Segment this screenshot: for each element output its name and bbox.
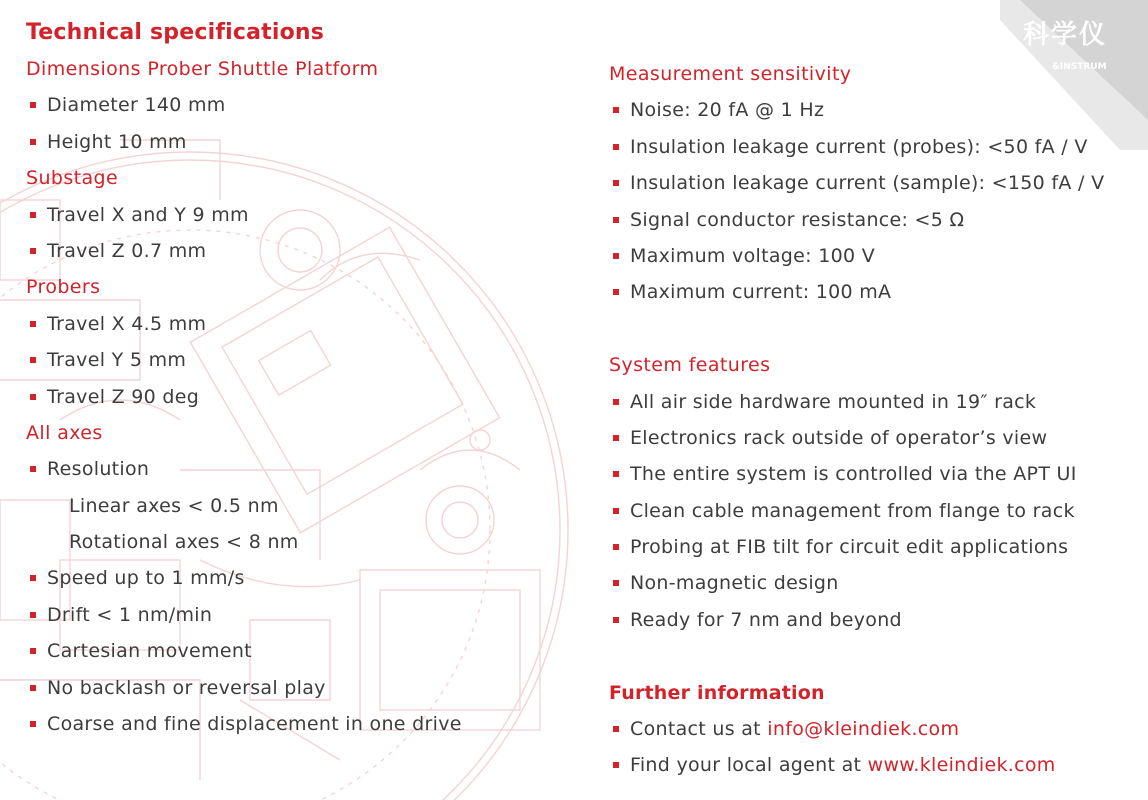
bullet-icon <box>613 762 619 768</box>
list-item: Coarse and fine displacement in one drive <box>26 706 586 742</box>
all-axes-heading: All axes <box>26 421 103 444</box>
spacer <box>609 311 1129 347</box>
bullet-icon <box>30 466 36 472</box>
list-item: Travel X 4.5 mm <box>26 306 586 342</box>
dimensions-heading: Dimensions Prober Shuttle Platform <box>26 58 379 80</box>
list-item: No backlash or reversal play <box>26 670 586 706</box>
bullet-icon <box>613 107 619 113</box>
spacer <box>609 638 1129 674</box>
bullet-icon <box>30 212 36 218</box>
bullet-icon <box>30 612 36 618</box>
bullet-icon <box>30 648 36 654</box>
bullet-icon <box>613 144 619 150</box>
website-link[interactable]: www.kleindiek.com <box>867 754 1056 777</box>
measurement-heading: Measurement sensitivity <box>609 63 852 85</box>
bullet-icon <box>613 726 619 732</box>
list-item: The entire system is controlled via the APT UI <box>609 456 1129 492</box>
bullet-icon <box>613 471 619 477</box>
bullet-icon <box>613 580 619 586</box>
list-item: Height 10 mm <box>26 124 586 160</box>
list-item: Non-magnetic design <box>609 565 1129 601</box>
bullet-icon <box>30 139 36 145</box>
sub-item-linear: Linear axes < 0.5 nm <box>69 494 279 517</box>
list-item: Maximum voltage: 100 V <box>609 238 1129 274</box>
list-item: Diameter 140 mm <box>26 87 586 123</box>
sub-item-rotational: Rotational axes < 8 nm <box>69 531 299 554</box>
bullet-icon <box>613 399 619 405</box>
watermark-subtext: &INSTRUM <box>1052 62 1107 72</box>
bullet-icon <box>613 180 619 186</box>
bullet-icon <box>30 394 36 400</box>
list-item: Resolution <box>26 451 586 487</box>
agent-item <box>609 747 1129 783</box>
email-link[interactable]: info@kleindiek.com <box>767 718 960 741</box>
bullet-icon <box>30 248 36 254</box>
system-features-heading: System features <box>609 354 771 377</box>
bullet-icon <box>613 544 619 550</box>
left-column <box>26 18 586 742</box>
bullet-icon <box>30 321 36 327</box>
bullet-icon <box>30 721 36 727</box>
list-item: Cartesian movement <box>26 633 586 669</box>
agent-label: Find your local agent at <box>630 754 868 777</box>
list-item: Clean cable management from flange to rack <box>609 493 1129 529</box>
list-item: Signal conductor resistance: <5 Ω <box>609 202 1129 238</box>
contact-item <box>609 711 1129 747</box>
bullet-icon <box>613 617 619 623</box>
probers-heading: Probers <box>26 276 101 299</box>
further-information-heading: Further information <box>609 681 825 704</box>
list-item: Noise: 20 fA @ 1 Hz <box>609 92 1129 128</box>
list-item: Probing at FIB tilt for circuit edit applications <box>609 529 1129 565</box>
list-item: Ready for 7 nm and beyond <box>609 602 1129 638</box>
list-item: Travel Z 0.7 mm <box>26 233 586 269</box>
list-item: Travel Z 90 deg <box>26 379 586 415</box>
right-column <box>609 56 1129 784</box>
bullet-icon <box>613 253 619 259</box>
list-item: Insulation leakage current (sample): <150 fA / V <box>609 165 1129 201</box>
substage-heading: Substage <box>26 167 119 190</box>
bullet-icon <box>613 508 619 514</box>
bullet-icon <box>613 435 619 441</box>
list-item: Maximum current: 100 mA <box>609 274 1129 310</box>
list-item: Travel X and Y 9 mm <box>26 197 586 233</box>
page-title: Technical specifications <box>26 20 325 45</box>
list-item: Electronics rack outside of operator’s view <box>609 420 1129 456</box>
list-item: Travel Y 5 mm <box>26 342 586 378</box>
list-item: All air side hardware mounted in 19″ rack <box>609 384 1129 420</box>
bullet-icon <box>613 217 619 223</box>
list-item: Drift < 1 nm/min <box>26 597 586 633</box>
bullet-icon <box>30 575 36 581</box>
bullet-icon <box>30 357 36 363</box>
list-item: Insulation leakage current (probes): <50 fA / V <box>609 129 1129 165</box>
watermark-text: 科学仪 <box>1023 20 1108 50</box>
list-item: Speed up to 1 mm/s <box>26 560 586 596</box>
contact-label: Contact us at <box>630 718 768 741</box>
bullet-icon <box>30 102 36 108</box>
bullet-icon <box>613 289 619 295</box>
bullet-icon <box>30 685 36 691</box>
